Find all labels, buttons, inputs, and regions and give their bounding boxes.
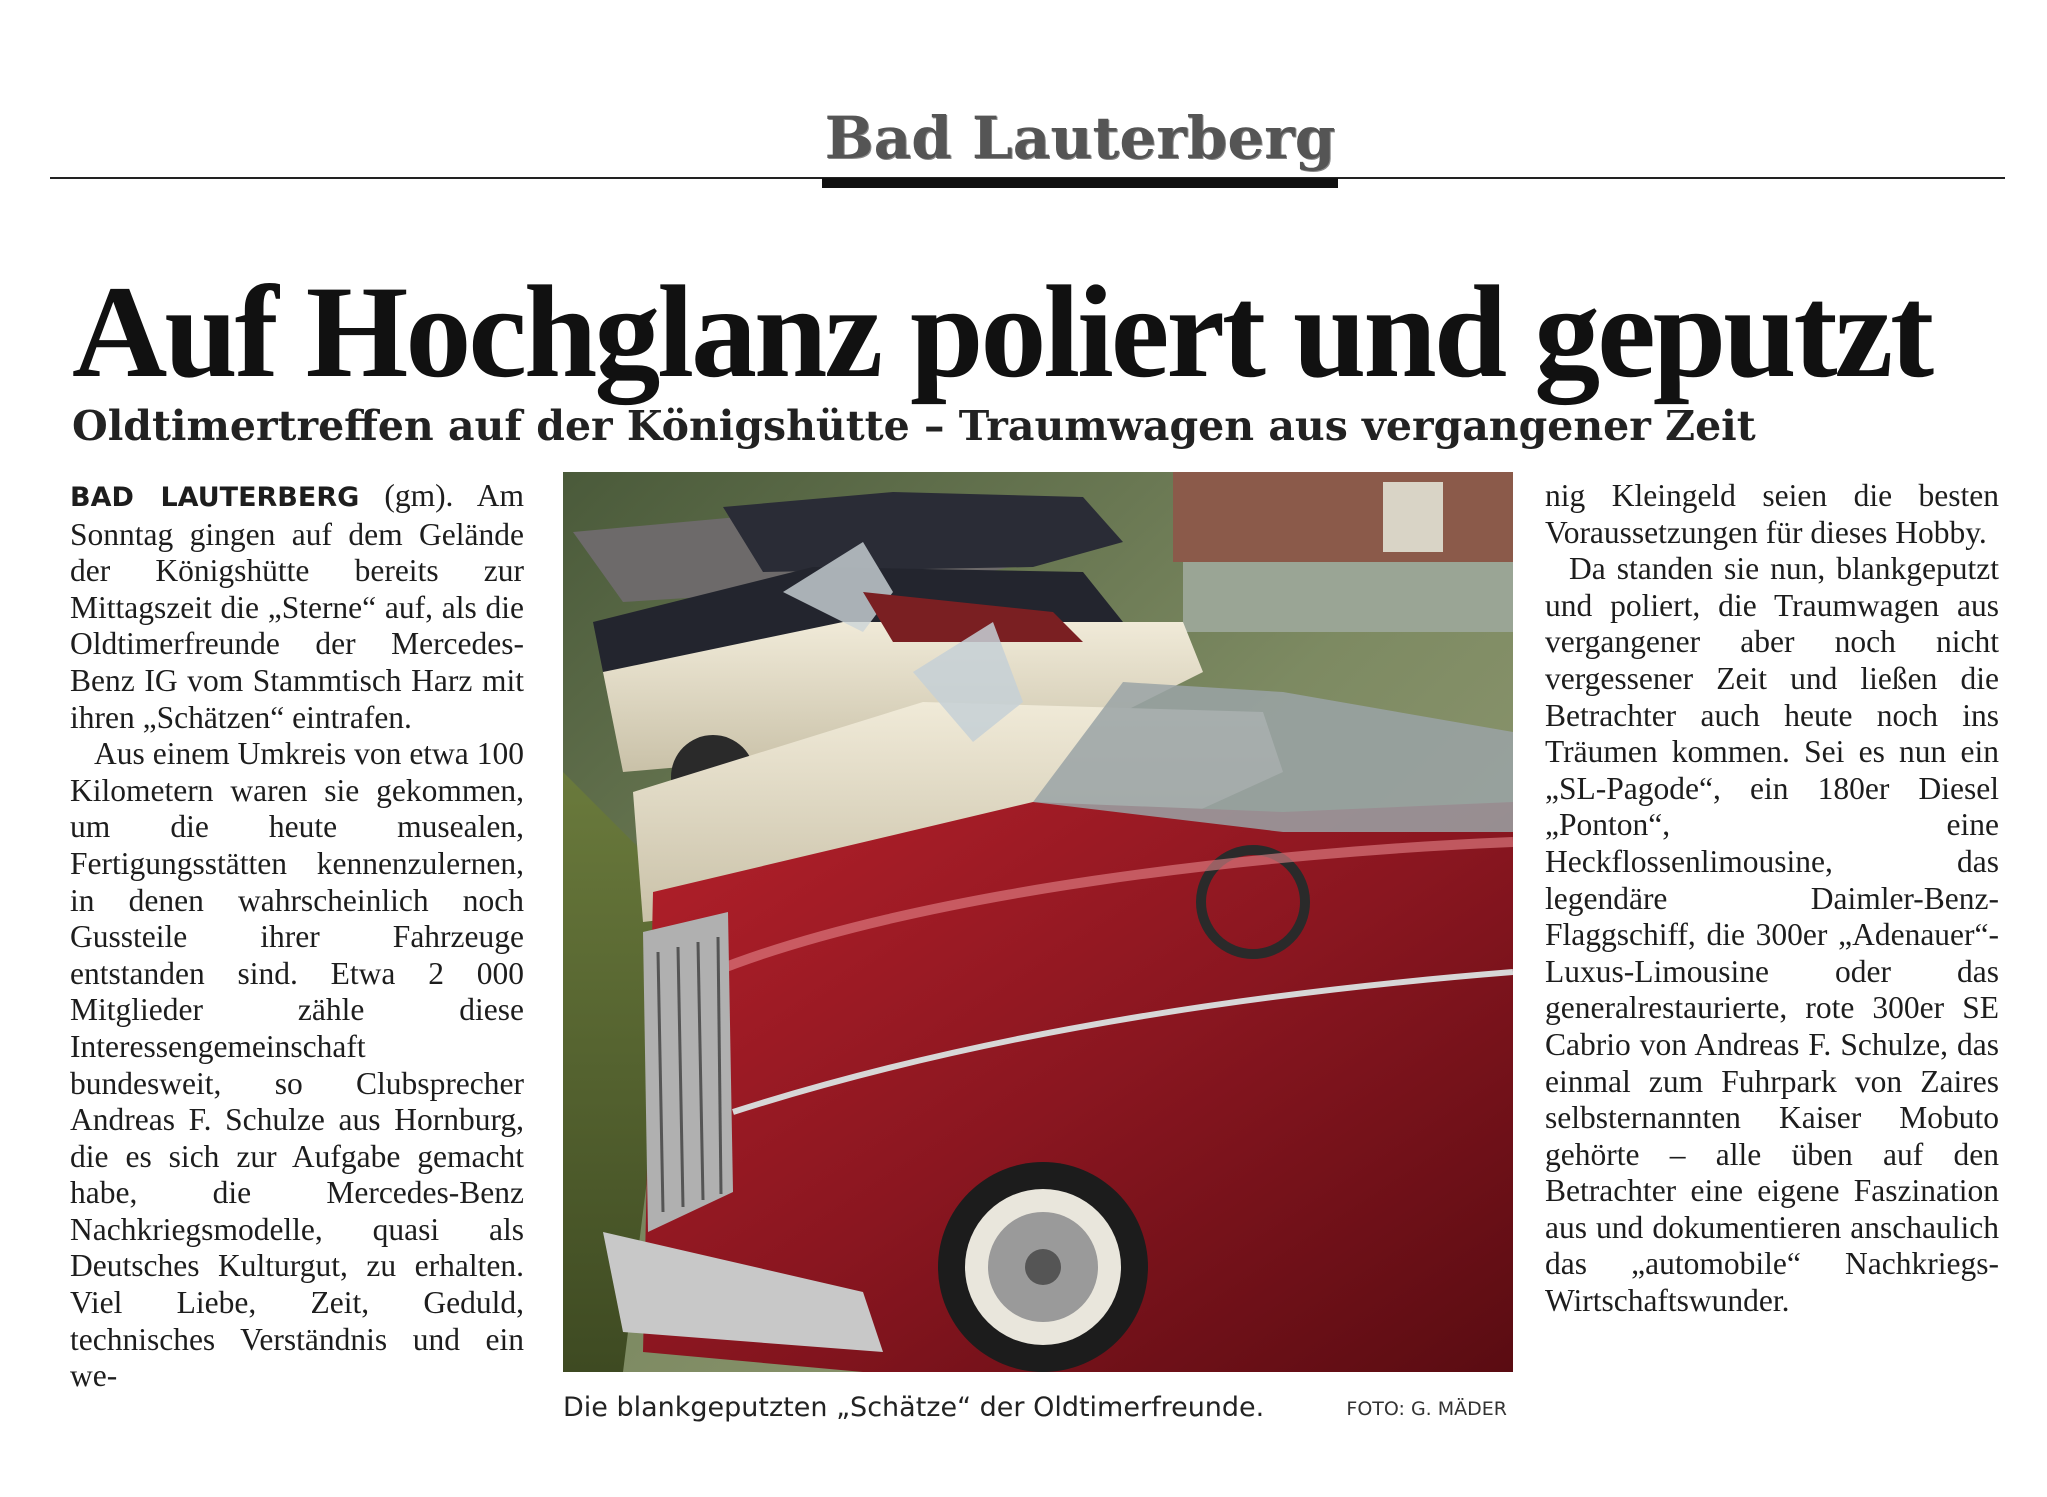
paragraph-1 [70,478,524,736]
classic-cars-photo [563,472,1513,1372]
article-column-left [70,478,524,1395]
paragraph-3: nig Kleingeld seien die besten Voraussetzungen für dieses Hobby. [1545,478,1999,550]
section-title-underline [822,178,1338,188]
dateline: BAD LAUTERBERG [70,482,360,513]
photo-credit: FOTO: G. MÄDER [1346,1398,1507,1420]
photo-caption-row [563,1388,1513,1432]
article-photo [563,472,1513,1372]
section-header [50,100,2005,190]
paragraph-2: Aus einem Umkreis von etwa 100 Kilometern waren sie gekommen, um die heute musealen, Fertigungsstätten kennenzulernen, in denen wahrscheinlich noch Gussteile ihrer Fahrzeuge entstanden sind. Etwa 2 000 Mitglieder zähle diese Interessengemeinschaft bundesweit, so Clubsprecher Andreas F. Schulze aus Hornburg, die es sich zur Aufgabe gemacht habe, die Mercedes-Benz Nachkriegsmodelle, quasi als Deutsches Kulturgut, zu erhalten. Viel Liebe, Zeit, Geduld, technisches Verständnis und ein we- [70,736,524,1394]
paragraph-1-text: (gm). Am Sonntag gingen auf dem Gelände der Königshütte bereits zur Mittagszeit die „Sterne“ auf, als die Oldtimerfreunde der Mercedes-Benz IG vom Stammtisch Harz mit ihren „Schätzen“ eintrafen. [70,478,524,735]
section-title: Bad Lauterberg [824,104,1336,172]
article-headline: Auf Hochglanz poliert und geputzt [72,258,1932,405]
article-subheadline: Oldtimertreffen auf der Königshütte – Traumwagen aus vergangener Zeit [72,402,1756,450]
paragraph-4: Da standen sie nun, blankgeputzt und poliert, die Traumwagen aus vergangener aber noch nicht vergessener Zeit und ließen die Betrachter auch heute noch ins Träumen kommen. Sei es nun ein „SL-Pagode“, ein 180er Diesel „Ponton“, eine Heckflossenlimousine, das legendäre Daimler-Benz-Flaggschiff, die 300er „Adenauer“-Luxus-Limousine oder das generalrestaurierte, rote 300er SE Cabrio von Andreas F. Schulze, das einmal zum Fuhrpark von Zaires selbsternannten Kaiser Mobuto gehörte – alle üben auf den Betrachter eine eigene Faszination aus und dokumentieren anschaulich das „automobile“ Nachkriegs-Wirtschaftswunder. [1545,551,1999,1319]
article-column-right [1545,478,1999,1320]
photo-caption: Die blankgeputzten „Schätze“ der Oldtimerfreunde. [563,1392,1265,1423]
